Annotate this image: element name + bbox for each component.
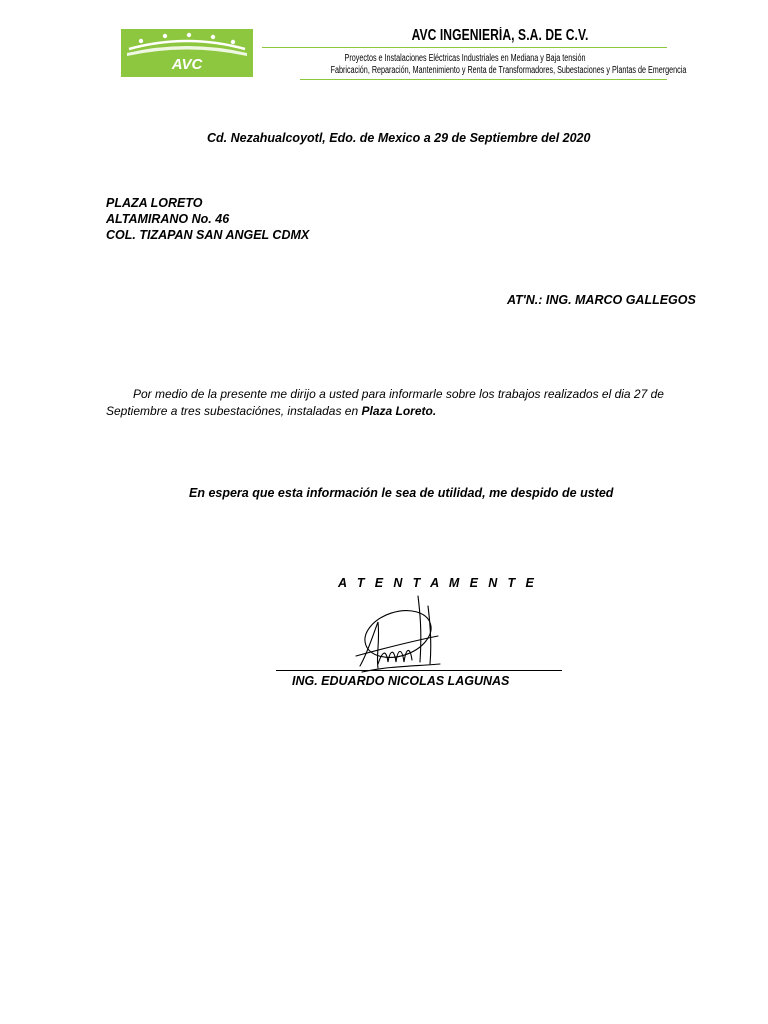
body-line-2 bbox=[106, 404, 436, 418]
logo-text: AVC bbox=[171, 56, 203, 73]
header-divider bbox=[262, 47, 667, 48]
recipient-line-3: COL. TIZAPAN SAN ANGEL CDMX bbox=[106, 228, 310, 242]
place-date: Cd. Nezahualcoyotl, Edo. de Mexico a 29 de Septiembre del 2020 bbox=[207, 131, 591, 145]
body-line-2-text: Septiembre a tres subestaciónes, instaladas en bbox=[106, 404, 362, 418]
salutation: A T E N T A M E N T E bbox=[338, 576, 538, 590]
signer-name: ING. EDUARDO NICOLAS LAGUNAS bbox=[292, 674, 510, 688]
closing-line: En espera que esta información le sea de utilidad, me despido de usted bbox=[189, 486, 614, 500]
company-tagline-2: Fabricación, Reparación, Mantenimiento y Renta de Transformadores, Subestaciones y Plantas de Emergencia bbox=[330, 65, 687, 76]
signature-line bbox=[276, 670, 562, 671]
avc-logo bbox=[121, 29, 253, 77]
company-name: AVC INGENIERÍA, S.A. DE C.V. bbox=[411, 27, 589, 44]
body-plaza-name: Plaza Loreto. bbox=[361, 404, 437, 418]
recipient-line-2: ALTAMIRANO No. 46 bbox=[106, 212, 230, 226]
company-tagline-1: Proyectos e Instalaciones Eléctricas Industriales en Mediana y Baja tensión bbox=[344, 53, 586, 64]
attention-line: AT'N.: ING. MARCO GALLEGOS bbox=[507, 293, 696, 307]
body-line-1: Por medio de la presente me dirijo a usted para informarle sobre los trabajos realizados el dia 27 de bbox=[133, 387, 664, 401]
header-bottom-divider bbox=[300, 79, 667, 80]
recipient-line-1: PLAZA LORETO bbox=[106, 196, 203, 210]
handwritten-signature bbox=[348, 592, 444, 676]
